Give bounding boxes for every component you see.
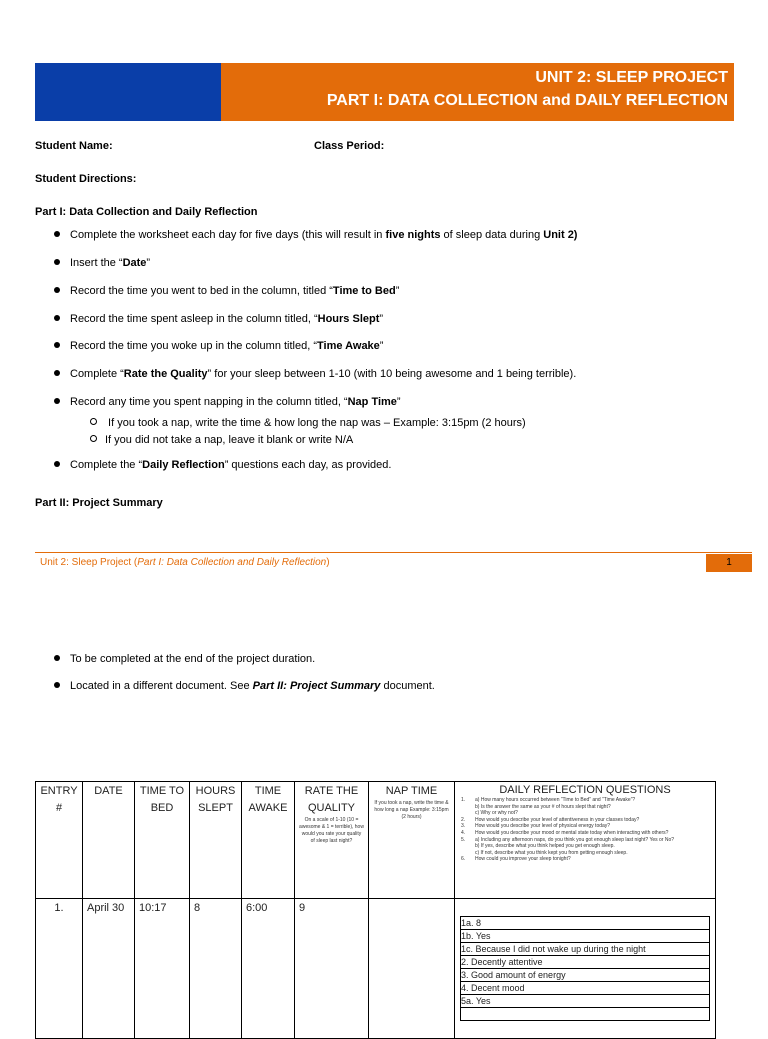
answer-cell: 1a. 8: [461, 917, 710, 930]
directions-heading: Student Directions:: [35, 173, 137, 185]
question-number: 4.: [461, 829, 466, 836]
cell-time-to-bed: [135, 899, 190, 1039]
header-label: ENTRY #: [40, 785, 78, 814]
question-item: [461, 797, 709, 804]
sub-bullet-text: If you did not take a nap, leave it blank or write N/A: [105, 434, 354, 446]
header-date: [83, 782, 135, 899]
bullet-time-to-bed: [54, 285, 399, 297]
sub-bullet-nap-example: [90, 417, 526, 429]
quality-value: 9: [299, 902, 306, 914]
bullet-end-of-project: [54, 653, 315, 665]
question-text: How would you describe your level of attentiveness in your classes today?: [475, 816, 640, 823]
header-label: TIME AWAKE: [248, 785, 288, 814]
bullet-text: Record any time you spent napping in the column titled, “: [70, 396, 348, 408]
question-item: [461, 836, 709, 844]
nap-value: [369, 899, 454, 901]
header-label: NAP TIME: [385, 785, 438, 797]
bullet-text: ” for your sleep between 1-10 (with 10 being awesome and 1 being terrible).: [207, 368, 577, 380]
question-text: c) If not, describe what you think kept you from getting enough sleep.: [475, 849, 628, 856]
bullet-text: ”: [395, 285, 400, 297]
footer-text: [40, 557, 330, 568]
cell-time-awake: [242, 899, 295, 1039]
bullet-bold: Rate the Quality: [123, 368, 208, 380]
header-label: HOURS SLEPT: [195, 785, 236, 814]
question-item: [475, 804, 709, 811]
header-time-awake: [242, 782, 295, 899]
bullet-text: Located in a different document. See: [70, 680, 253, 692]
question-text: How could you improve your sleep tonight?: [475, 856, 571, 863]
bullet-text: ”: [379, 340, 384, 352]
answer-cell: 1b. Yes: [461, 930, 710, 943]
answer-cell: 5a. Yes: [461, 995, 710, 1008]
bullet-text: document.: [380, 680, 435, 692]
banner-subtitle: PART I: DATA COLLECTION and DAILY REFLECTION: [326, 92, 728, 109]
reflection-answers-table: [460, 916, 710, 1021]
cell-hours-slept: [190, 899, 242, 1039]
header-note: If you took a nap, write the time & how long a nap Example: 3:15pm (2 hours): [374, 800, 449, 820]
answer-cell: 1c. Because I did not wake up during the night: [461, 943, 710, 956]
bullet-bold: Date: [122, 257, 147, 269]
answer-cell: 3. Good amount of energy: [461, 969, 710, 982]
bullet-text: Record the time you woke up in the column titled, “: [70, 340, 318, 352]
bullet-worksheet: [54, 229, 577, 241]
bullet-daily-reflection: [54, 459, 391, 471]
sleep-log-table: [35, 781, 716, 1039]
question-text: b) If yes, describe what you think helped you get enough sleep.: [475, 843, 615, 850]
bullet-rate-quality: [54, 368, 576, 380]
part2-heading: Part II: Project Summary: [35, 497, 163, 509]
bullet-text: ”: [396, 396, 401, 408]
page-number-badge: 1: [706, 554, 752, 572]
bullet-text: Complete the worksheet each day for five days (this will result in: [70, 229, 386, 241]
header-label: DATE: [94, 785, 123, 797]
bullet-dot: [54, 259, 60, 265]
banner-blue-block: [35, 63, 221, 121]
bullet-different-document: [54, 680, 435, 692]
bullet-dot: [54, 342, 60, 348]
bullet-text: To be completed at the end of the project duration.: [70, 653, 316, 665]
cell-entry: [36, 899, 83, 1039]
bullet-date: [54, 257, 150, 269]
header-time-to-bed: [135, 782, 190, 899]
question-text: b) Is the answer the same as your # of hours slept that night?: [475, 803, 611, 810]
footer-divider: [35, 552, 752, 553]
question-text: a) How many hours occurred between “Time to Bed” and “Time Awake”?: [475, 797, 636, 803]
reflection-question-list: [455, 797, 715, 863]
question-item: [461, 816, 709, 824]
answer-cell: 4. Decent mood: [461, 982, 710, 995]
question-text: How would you describe your mood or mental state today when interacting with others?: [475, 829, 669, 836]
banner-title: UNIT 2: SLEEP PROJECT: [535, 69, 728, 86]
bullet-dot: [54, 398, 60, 404]
bullet-nap-time: [54, 396, 401, 408]
header-rate-quality: [295, 782, 369, 899]
bullet-dot: [54, 682, 60, 688]
question-item: [461, 856, 709, 863]
question-text: c) Why or why not?: [475, 810, 518, 817]
question-number: 3.: [461, 823, 466, 830]
bullet-dot: [54, 315, 60, 321]
bullet-dot: [54, 231, 60, 237]
answer-cell: 2. Decently attentive: [461, 956, 710, 969]
footer-prefix: Unit 2: Sleep Project (: [40, 557, 138, 568]
sub-bullet-no-nap: [90, 434, 353, 446]
bullet-text: Record the time spent asleep in the column titled, “: [70, 313, 318, 325]
header-note: On a scale of 1-10 (10 = awesome & 1 = terrible), how would you rate your quality of sleep last night?: [299, 817, 364, 844]
header-reflection: [455, 782, 716, 899]
footer-italic: Part I: Data Collection and Daily Reflection: [137, 557, 327, 568]
footer-suffix: ): [326, 557, 330, 568]
question-text: How would you describe your level of physical energy today?: [475, 823, 611, 830]
circle-bullet-icon: [90, 435, 97, 442]
bullet-dot: [54, 461, 60, 467]
header-label: TIME TO BED: [139, 785, 185, 814]
question-item: [461, 823, 709, 830]
bullet-text: Record the time you went to bed in the column, titled “: [70, 285, 333, 297]
student-name-label: Student Name:: [35, 140, 113, 152]
bullet-bold: Hours Slept: [317, 313, 380, 325]
question-item: [475, 843, 709, 850]
bullet-bold: Time to Bed: [332, 285, 396, 297]
bullet-bold: Nap Time: [347, 396, 397, 408]
bullet-text: Insert the “: [70, 257, 123, 269]
bullet-hours-slept: [54, 313, 383, 325]
part1-heading: Part I: Data Collection and Daily Reflection: [35, 206, 258, 218]
answer-cell: [461, 1008, 710, 1021]
question-text: a) Including any afternoon naps, do you think you got enough sleep last night? Yes or No?: [475, 836, 675, 843]
bullet-time-awake: [54, 340, 383, 352]
bullet-bold: Time Awake: [317, 340, 380, 352]
bullet-dot: [54, 655, 60, 661]
circle-bullet-icon: [90, 418, 97, 425]
class-period-label: Class Period:: [314, 140, 385, 152]
question-item: [461, 829, 709, 837]
header-entry: [36, 782, 83, 899]
cell-reflection: [455, 899, 716, 1039]
bullet-text: ” questions each day, as provided.: [224, 459, 392, 471]
bullet-text: ”: [379, 313, 384, 325]
cell-quality: [295, 899, 369, 1039]
question-item: [475, 810, 709, 817]
bullet-bold: Unit 2): [543, 229, 578, 241]
bullet-text: Complete the “: [70, 459, 143, 471]
header-nap-time: [369, 782, 455, 899]
date-value: April 30: [87, 902, 125, 914]
question-number: 2.: [461, 816, 466, 823]
bullet-bold: Daily Reflection: [142, 459, 225, 471]
time-awake-value: 6:00: [246, 902, 268, 914]
cell-nap: [369, 899, 455, 1039]
bullet-dot: [54, 287, 60, 293]
bullet-bold-italic: Part II: Project Summary: [252, 680, 381, 692]
question-number: 5.: [461, 836, 466, 843]
header-label: DAILY REFLECTION QUESTIONS: [499, 784, 671, 796]
question-item: [475, 850, 709, 857]
cell-date: [83, 899, 135, 1039]
bullet-text: ”: [146, 257, 151, 269]
bullet-text: of sleep data during: [440, 229, 544, 241]
header-hours-slept: [190, 782, 242, 899]
question-number: 1.: [461, 797, 466, 803]
question-number: 6.: [461, 856, 466, 863]
time-to-bed-value: 10:17: [139, 902, 167, 914]
table-row: [36, 899, 716, 1039]
hours-slept-value: 8: [194, 902, 201, 914]
bullet-text: Complete “: [70, 368, 124, 380]
bullet-bold: five nights: [385, 229, 441, 241]
header-label: RATE THE QUALITY: [304, 785, 359, 814]
entry-value: 1.: [54, 902, 64, 914]
sub-bullet-text: If you took a nap, write the time & how long the nap was – Example: 3:15pm (2 hours): [105, 417, 526, 429]
bullet-dot: [54, 370, 60, 376]
table-header-row: [36, 782, 716, 899]
